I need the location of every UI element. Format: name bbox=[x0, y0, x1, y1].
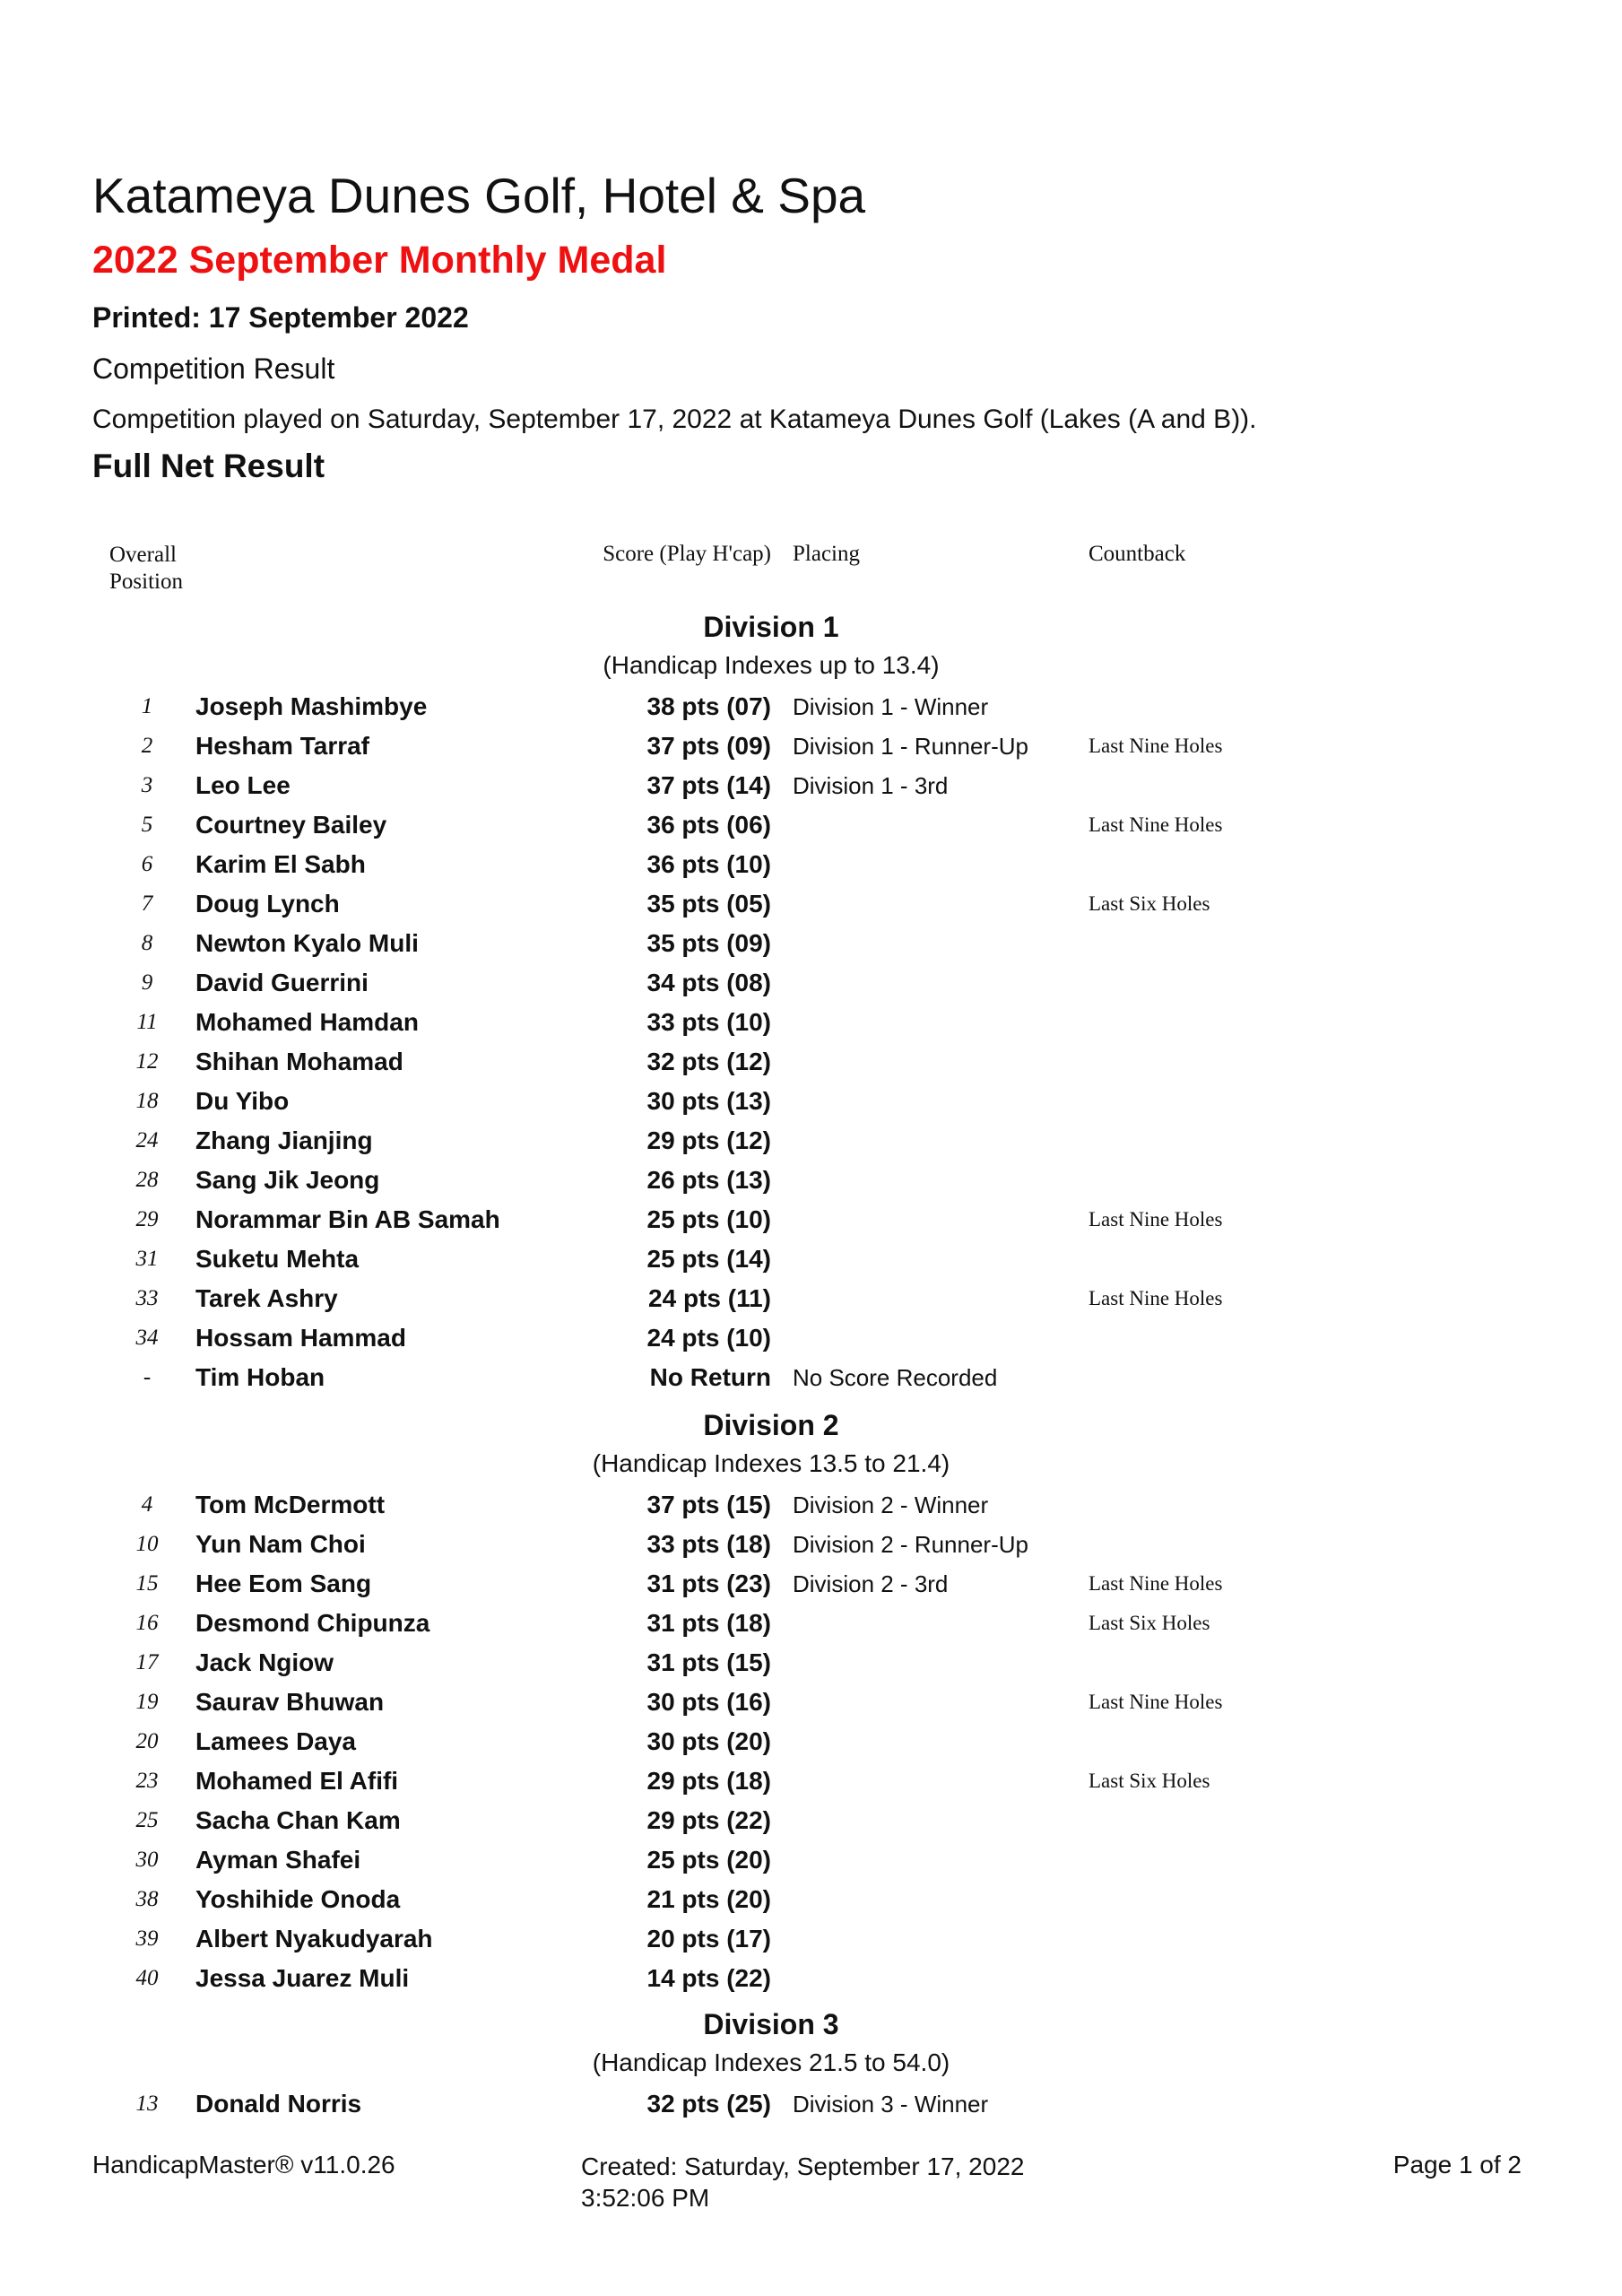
placing-value: Division 1 - Runner-Up bbox=[793, 733, 1028, 760]
countback-value: Last Six Holes bbox=[1089, 1770, 1210, 1792]
overall-position-value: 23 bbox=[135, 1769, 159, 1793]
player-name: Karim El Sabh bbox=[195, 850, 366, 878]
result-row bbox=[0, 766, 1622, 805]
score-value: 35 pts (09) bbox=[646, 929, 771, 957]
created-timestamp bbox=[581, 2151, 1083, 2213]
score-value: 25 pts (20) bbox=[646, 1846, 771, 1874]
score-value: 31 pts (18) bbox=[646, 1609, 771, 1637]
score-value: 34 pts (08) bbox=[646, 969, 771, 996]
result-row bbox=[0, 1200, 1622, 1239]
result-row bbox=[0, 687, 1622, 726]
placing-value: Division 1 - 3rd bbox=[793, 772, 949, 799]
result-row bbox=[0, 726, 1622, 766]
player-name: Jack Ngiow bbox=[195, 1648, 334, 1676]
player-name: Sacha Chan Kam bbox=[195, 1806, 401, 1834]
player-name: Saurav Bhuwan bbox=[195, 1688, 385, 1716]
overall-position-value: 9 bbox=[141, 970, 153, 995]
score-value: 37 pts (14) bbox=[646, 771, 771, 799]
player-name: Du Yibo bbox=[195, 1087, 290, 1115]
score-value: 36 pts (06) bbox=[646, 811, 771, 839]
score-value: 30 pts (16) bbox=[646, 1688, 771, 1716]
player-name: Tim Hoban bbox=[195, 1363, 325, 1391]
overall-position-value: 39 bbox=[135, 1926, 159, 1951]
player-name: Tarek Ashry bbox=[195, 1284, 338, 1312]
division-handicap-range: (Handicap Indexes up to 13.4) bbox=[603, 651, 940, 679]
result-row bbox=[0, 1082, 1622, 1121]
countback-value: Last Nine Holes bbox=[1089, 1572, 1223, 1595]
overall-position-value: 1 bbox=[141, 694, 153, 718]
score-value: 32 pts (25) bbox=[646, 2090, 771, 2118]
result-row bbox=[0, 1959, 1622, 1998]
division-section bbox=[0, 1405, 1622, 1998]
player-name: Donald Norris bbox=[195, 2090, 362, 2118]
player-name: Tom McDermott bbox=[195, 1491, 386, 1518]
score-value: 26 pts (13) bbox=[646, 1166, 771, 1194]
placing-value: Division 2 - 3rd bbox=[793, 1570, 949, 1597]
result-row bbox=[0, 1485, 1622, 1525]
overall-position-value: - bbox=[143, 1365, 152, 1389]
division-rows bbox=[0, 687, 1622, 1397]
overall-position-value: 30 bbox=[135, 1848, 159, 1872]
result-row bbox=[0, 1525, 1622, 1564]
score-value: 31 pts (23) bbox=[646, 1570, 771, 1597]
column-header-score: Score (Play H'cap) bbox=[603, 542, 771, 566]
result-row bbox=[0, 1761, 1622, 1801]
column-header-placing: Placing bbox=[793, 542, 860, 566]
overall-position-value: 13 bbox=[135, 2092, 159, 2116]
player-name: Mohamed Hamdan bbox=[195, 1008, 419, 1036]
overall-position-value: 16 bbox=[135, 1611, 159, 1635]
score-value: 14 pts (22) bbox=[646, 1964, 771, 1992]
player-name: Newton Kyalo Muli bbox=[195, 929, 419, 957]
result-row bbox=[0, 1161, 1622, 1200]
countback-value: Last Nine Holes bbox=[1089, 813, 1223, 836]
player-name: Yun Nam Choi bbox=[195, 1530, 366, 1558]
report-type-label: Competition Result bbox=[92, 352, 335, 385]
page-number-label: Page 1 of 2 bbox=[1392, 2151, 1522, 2179]
column-header-overall: Overall bbox=[109, 543, 177, 567]
countback-value: Last Nine Holes bbox=[1089, 1691, 1223, 1713]
overall-position-value: 15 bbox=[135, 1571, 159, 1596]
result-row bbox=[0, 2084, 1622, 2124]
score-value: 24 pts (11) bbox=[648, 1284, 771, 1312]
score-value: 20 pts (17) bbox=[646, 1925, 771, 1952]
division-handicap-range: (Handicap Indexes 13.5 to 21.4) bbox=[592, 1449, 950, 1477]
overall-position-value: 19 bbox=[135, 1690, 159, 1714]
placing-value: Division 3 - Winner bbox=[793, 2091, 989, 2118]
result-row bbox=[0, 1564, 1622, 1604]
overall-position-value: 20 bbox=[135, 1729, 159, 1753]
overall-position-value: 5 bbox=[141, 813, 153, 837]
overall-position-value: 24 bbox=[135, 1128, 159, 1152]
overall-position-value: 6 bbox=[141, 852, 153, 876]
created-time-line: 3:52:06 PM bbox=[581, 2184, 710, 2212]
player-name: Hesham Tarraf bbox=[195, 732, 370, 760]
player-name: Sang Jik Jeong bbox=[195, 1166, 380, 1194]
score-value: 37 pts (15) bbox=[646, 1491, 771, 1518]
overall-position-value: 2 bbox=[141, 734, 153, 758]
player-name: Shihan Mohamad bbox=[195, 1048, 403, 1075]
result-row bbox=[0, 1919, 1622, 1959]
score-value: 35 pts (05) bbox=[646, 890, 771, 918]
result-row bbox=[0, 1840, 1622, 1880]
result-row bbox=[0, 1643, 1622, 1683]
result-row bbox=[0, 1042, 1622, 1082]
score-value: 21 pts (20) bbox=[646, 1885, 771, 1913]
result-row bbox=[0, 924, 1622, 963]
overall-position-value: 28 bbox=[135, 1168, 159, 1192]
overall-position-value: 3 bbox=[141, 773, 153, 797]
result-row bbox=[0, 1279, 1622, 1318]
result-row bbox=[0, 845, 1622, 884]
overall-position-value: 38 bbox=[135, 1887, 159, 1911]
countback-value: Last Nine Holes bbox=[1089, 1208, 1223, 1231]
division-rows bbox=[0, 2084, 1622, 2124]
result-row bbox=[0, 1121, 1622, 1161]
player-name: Ayman Shafei bbox=[195, 1846, 361, 1874]
player-name: Desmond Chipunza bbox=[195, 1609, 430, 1637]
division-title: Division 1 bbox=[703, 611, 839, 643]
score-value: 30 pts (20) bbox=[646, 1727, 771, 1755]
countback-value: Last Nine Holes bbox=[1089, 1287, 1223, 1309]
result-row bbox=[0, 805, 1622, 845]
division-section bbox=[0, 606, 1622, 1397]
score-value: 38 pts (07) bbox=[646, 692, 771, 720]
overall-position-value: 17 bbox=[135, 1650, 159, 1674]
score-value: 29 pts (18) bbox=[646, 1767, 771, 1795]
placing-value: Division 1 - Winner bbox=[793, 693, 989, 720]
printed-date-line: Printed: 17 September 2022 bbox=[92, 301, 469, 334]
player-name: Yoshihide Onoda bbox=[195, 1885, 401, 1913]
score-value: 37 pts (09) bbox=[646, 732, 771, 760]
result-row bbox=[0, 1801, 1622, 1840]
result-row bbox=[0, 1722, 1622, 1761]
result-row bbox=[0, 1880, 1622, 1919]
player-name: Lamees Daya bbox=[195, 1727, 357, 1755]
player-name: Doug Lynch bbox=[195, 890, 340, 918]
result-row bbox=[0, 1318, 1622, 1358]
player-name: Leo Lee bbox=[195, 771, 291, 799]
score-value: 30 pts (13) bbox=[646, 1087, 771, 1115]
player-name: Hossam Hammad bbox=[195, 1324, 406, 1352]
player-name: Joseph Mashimbye bbox=[195, 692, 428, 720]
overall-position-value: 8 bbox=[141, 931, 153, 955]
overall-position-value: 40 bbox=[135, 1966, 159, 1990]
result-row bbox=[0, 884, 1622, 924]
player-name: Hee Eom Sang bbox=[195, 1570, 372, 1597]
score-value: 29 pts (22) bbox=[646, 1806, 771, 1834]
overall-position-value: 10 bbox=[135, 1532, 159, 1556]
result-row bbox=[0, 963, 1622, 1003]
division-section bbox=[0, 2004, 1622, 2124]
division-handicap-range: (Handicap Indexes 21.5 to 54.0) bbox=[592, 2048, 950, 2076]
player-name: Zhang Jianjing bbox=[195, 1126, 373, 1154]
result-row bbox=[0, 1003, 1622, 1042]
result-row bbox=[0, 1683, 1622, 1722]
countback-value: Last Six Holes bbox=[1089, 1612, 1210, 1634]
player-name: David Guerrini bbox=[195, 969, 369, 996]
club-name-title: Katameya Dunes Golf, Hotel & Spa bbox=[92, 168, 866, 223]
score-value: 33 pts (10) bbox=[646, 1008, 771, 1036]
full-net-result-title: Full Net Result bbox=[92, 448, 325, 484]
placing-value: Division 2 - Winner bbox=[793, 1492, 989, 1518]
overall-position-value: 33 bbox=[135, 1286, 159, 1310]
column-header-countback: Countback bbox=[1089, 542, 1186, 566]
division-title: Division 2 bbox=[703, 1409, 839, 1441]
score-value: 25 pts (14) bbox=[646, 1245, 771, 1273]
software-version-label: HandicapMaster® v11.0.26 bbox=[92, 2151, 395, 2179]
score-value: 36 pts (10) bbox=[646, 850, 771, 878]
player-name: Courtney Bailey bbox=[195, 811, 387, 839]
countback-value: Last Nine Holes bbox=[1089, 735, 1223, 757]
score-value: 33 pts (18) bbox=[646, 1530, 771, 1558]
result-row bbox=[0, 1239, 1622, 1279]
overall-position-value: 11 bbox=[136, 1010, 158, 1034]
overall-position-value: 34 bbox=[135, 1326, 159, 1350]
countback-value: Last Six Holes bbox=[1089, 892, 1210, 915]
column-header-position: Position bbox=[109, 570, 183, 594]
score-value: 24 pts (10) bbox=[646, 1324, 771, 1352]
player-name: Norammar Bin AB Samah bbox=[195, 1205, 500, 1233]
overall-position-value: 29 bbox=[135, 1207, 159, 1231]
player-name: Suketu Mehta bbox=[195, 1245, 360, 1273]
placing-value: Division 2 - Runner-Up bbox=[793, 1531, 1028, 1558]
overall-position-value: 18 bbox=[135, 1089, 159, 1113]
result-row bbox=[0, 1604, 1622, 1643]
column-header-overall-position bbox=[109, 542, 226, 596]
overall-position-value: 31 bbox=[135, 1247, 159, 1271]
overall-position-value: 25 bbox=[135, 1808, 159, 1832]
score-value: 25 pts (10) bbox=[646, 1205, 771, 1233]
overall-position-value: 4 bbox=[141, 1492, 153, 1517]
overall-position-value: 12 bbox=[135, 1049, 159, 1074]
division-title: Division 3 bbox=[703, 2008, 839, 2040]
player-name: Albert Nyakudyarah bbox=[195, 1925, 433, 1952]
overall-position-value: 7 bbox=[141, 891, 153, 916]
player-name: Jessa Juarez Muli bbox=[195, 1964, 410, 1992]
player-name: Mohamed El Afifi bbox=[195, 1767, 399, 1795]
score-value: 31 pts (15) bbox=[646, 1648, 771, 1676]
score-value: 29 pts (12) bbox=[646, 1126, 771, 1154]
placing-value: No Score Recorded bbox=[793, 1364, 998, 1391]
result-row bbox=[0, 1358, 1622, 1397]
division-rows bbox=[0, 1485, 1622, 1998]
score-value: 32 pts (12) bbox=[646, 1048, 771, 1075]
created-date-line: Created: Saturday, September 17, 2022 bbox=[581, 2152, 1025, 2180]
competition-played-line: Competition played on Saturday, September 17, 2022 at Katameya Dunes Golf (Lakes (A and B)). bbox=[92, 404, 1257, 434]
score-value: No Return bbox=[649, 1363, 771, 1391]
competition-title: 2022 September Monthly Medal bbox=[92, 239, 667, 282]
